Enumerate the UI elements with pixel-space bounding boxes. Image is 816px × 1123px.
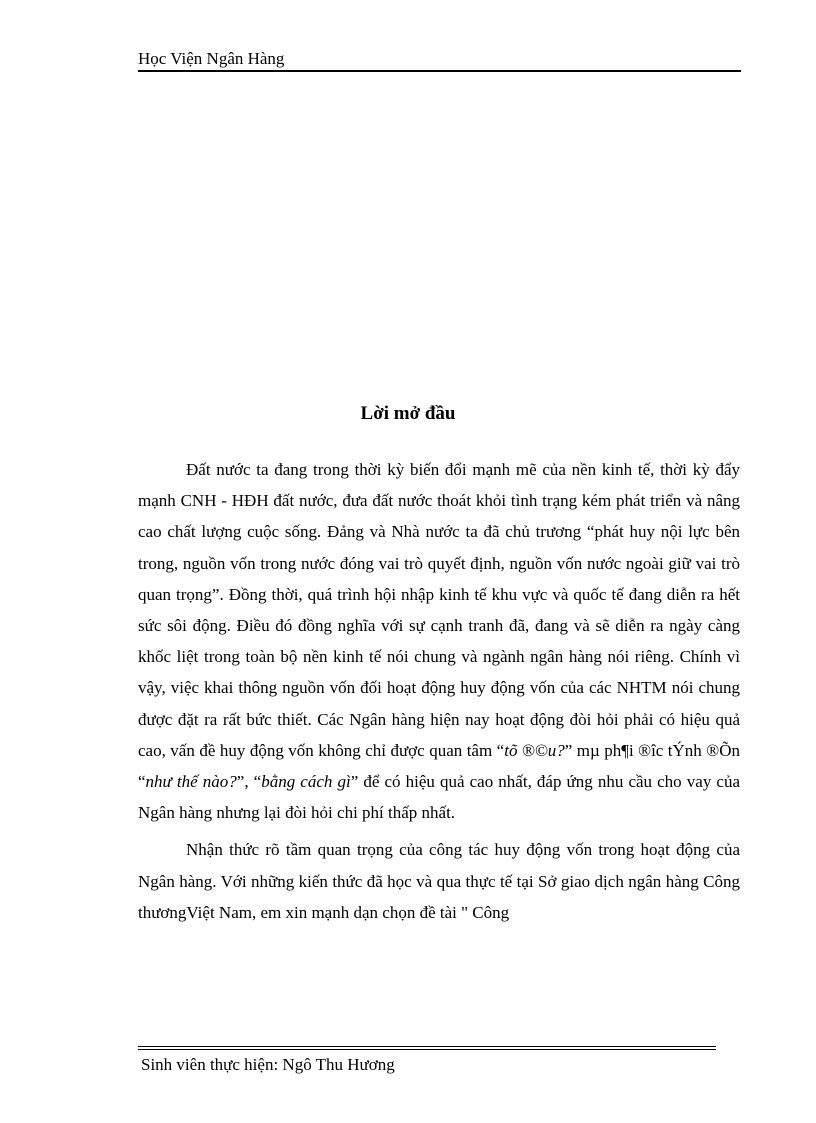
- paragraph-intro-text: ”, “: [236, 772, 262, 792]
- body-text: [138, 454, 740, 928]
- quote-by-what-means: bằng cách gì: [261, 772, 351, 792]
- paragraph-intro: [138, 454, 740, 828]
- footer-divider: [138, 1046, 716, 1050]
- paragraph-intro-text: ” để có hiệu quả cao nhất, đáp ứng nhu cầu cho vay của Ngân hàng nhưng lại đòi hỏi chi phí thấp nhất.: [138, 772, 740, 823]
- section-title: Lời mở đầu: [360, 403, 456, 424]
- paragraph-intro-text: Đất nước ta đang trong thời kỳ biến đổi mạnh mẽ của nền kinh tế, thời kỳ đẩy mạnh CNH - HĐH đất nước, đưa đất nước thoát khỏi tình trạng kém phát triển và nâng cao chất lượng cuộc sống. Đảng và Nhà nước ta đã chủ trương “phát huy nội lực bên trong, nguồn vốn trong nước đóng vai trò quyết định, nguồn vốn nước ngoài giữ vai trò quan trọng”. Đồng thời, quá trình hội nhập kinh tế khu vực và quốc tế đang diễn ra hết sức sôi động. Điều đó đồng nghĩa với sự cạnh tranh đã, đang và sẽ diễn ra ngày càng khốc liệt trong toàn bộ nền kinh tế nói chung và ngành ngân hàng nói riêng. Chính vì vậy, việc khai thông nguồn vốn đối hoạt động huy động vốn của các NHTM nói chung được đặt ra rất bức thiết. Các Ngân hàng hiện nay hoạt động đòi hỏi phải có hiệu quả cao, vấn đề huy động vốn không chỉ được quan tâm “: [138, 460, 740, 760]
- paragraph-topic: Nhận thức rõ tầm quan trọng của công tác huy động vốn trong hoạt động của Ngân hàng. Với những kiến thức đã học và qua thực tế tại Sở giao dịch ngân hàng Công thươngViệt Nam, em xin mạnh dạn chọn đề tài " Công: [138, 840, 740, 922]
- paragraph-intro-text: ” mµ ph¶i ®îc tÝnh ®Õn “: [138, 740, 740, 792]
- header-school-name: Học Viện Ngân Hàng: [138, 49, 285, 68]
- page-header: [138, 48, 741, 72]
- quote-how: như thế nào?: [145, 772, 237, 792]
- quote-where-from: tõ ®©u?: [504, 740, 565, 760]
- page-footer: [141, 1055, 395, 1075]
- footer-student-name: Sinh viên thực hiện: Ngô Thu Hương: [141, 1055, 395, 1074]
